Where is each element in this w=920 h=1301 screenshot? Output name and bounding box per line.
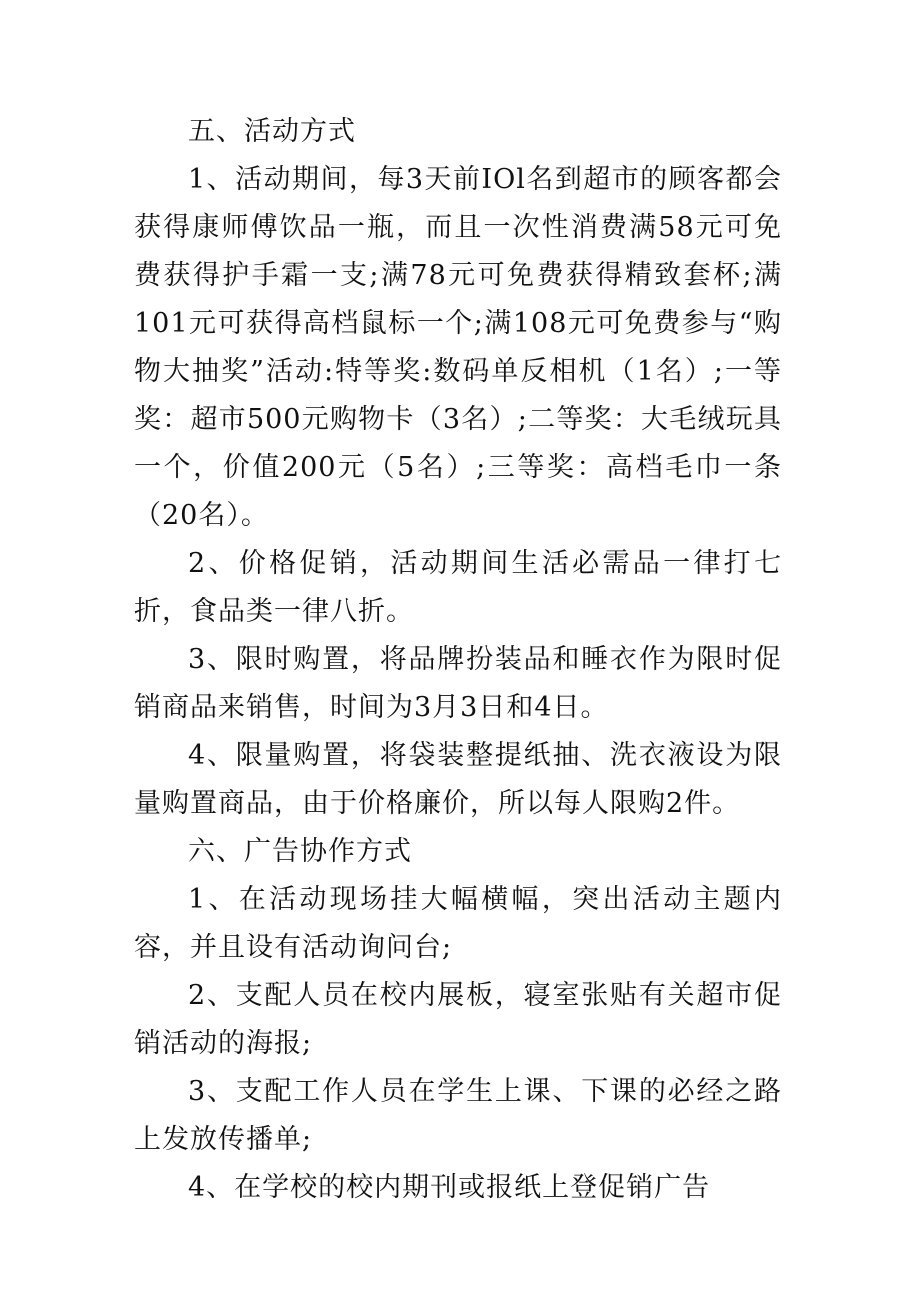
paragraph-advertising-2: 2、支配人员在校内展板，寝室张贴有关超市促销活动的海报;	[134, 980, 782, 1059]
paragraph-activity-3: 3、限时购置，将品牌扮装品和睡衣作为限时促销商品来销售，时间为3月3日和4日。	[134, 644, 782, 723]
paragraph-activity-2: 2、价格促销，活动期间生活必需品一律打七折，食品类一律八折。	[134, 548, 782, 627]
paragraph-advertising-4: 4、在学校的校内期刊或报纸上登促销广告	[188, 1172, 711, 1203]
paragraph-activity-4: 4、限量购置，将袋装整提纸抽、洗衣液设为限量购置商品，由于价格廉价，所以每人限购2件。	[134, 740, 782, 819]
section-heading-advertising: 六、广告协作方式	[188, 836, 412, 867]
document-body	[134, 108, 782, 1212]
paragraph-advertising-3: 3、支配工作人员在学生上课、下课的必经之路上发放传播单;	[134, 1076, 782, 1155]
section-heading-activity-method: 五、活动方式	[188, 116, 356, 147]
paragraph-activity-1: 1、活动期间，每3天前IOl名到超市的顾客都会获得康师傅饮品一瓶，而且一次性消费满58元可免费获得护手霜一支;满78元可免费获得精致套杯;满101元可获得高档鼠标一个;满108元可免费参与“购物大抽奖”活动:特等奖:数码单反相机（1名）;一等奖：超市500元购物卡（3名）;二等奖：大毛绒玩具一个，价值200元（5名）;三等奖：高档毛巾一条（20名）。	[134, 164, 782, 531]
paragraph-advertising-1: 1、在活动现场挂大幅横幅，突出活动主题内容，并且设有活动询问台;	[134, 884, 782, 963]
